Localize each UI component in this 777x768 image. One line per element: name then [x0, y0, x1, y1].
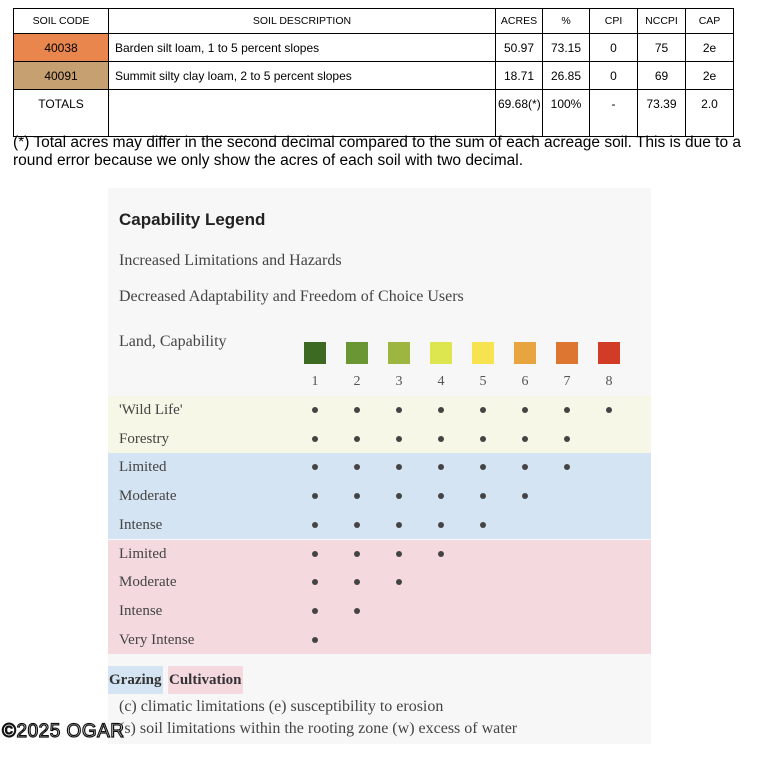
capability-dot: [522, 464, 528, 470]
capability-class-number: 8: [605, 374, 613, 389]
capability-class-number: 5: [479, 374, 487, 389]
soil-description-cell: Barden silt loam, 1 to 5 percent slopes: [109, 34, 496, 62]
capability-dot: [312, 551, 318, 557]
capability-dot: [354, 551, 360, 557]
header-soil-code: SOIL CODE: [14, 9, 109, 34]
totals-cap: 2.0: [686, 90, 734, 137]
capability-dot: [354, 464, 360, 470]
capability-dot: [312, 637, 318, 643]
header-soil-description: SOIL DESCRIPTION: [109, 9, 496, 34]
capability-dot: [312, 407, 318, 413]
capability-dot: [438, 493, 444, 499]
capability-dot: [438, 522, 444, 528]
legend-row-cultivation: [108, 626, 651, 655]
cultivation-tag: Cultivation: [168, 666, 243, 694]
capability-dot: [354, 608, 360, 614]
capability-class-number: 7: [563, 374, 571, 389]
legend-row-grazing: [108, 482, 651, 511]
legend-row-label: Moderate: [119, 574, 177, 591]
capability-class-number: 2: [353, 374, 361, 389]
capability-class-number: 4: [437, 374, 445, 389]
capability-dot: [438, 436, 444, 442]
legend-row-grazing: [108, 511, 651, 540]
capability-swatch-7: [556, 342, 578, 364]
legend-limitations-text: Increased Limitations and Hazards: [119, 252, 342, 269]
capability-swatch-5: [472, 342, 494, 364]
capability-dot: [354, 493, 360, 499]
capability-dot: [312, 522, 318, 528]
soil-table: [13, 8, 734, 137]
soil-table-header: [14, 9, 734, 34]
cpi-cell: 0: [590, 62, 638, 90]
legend-row-label: Intense: [119, 602, 163, 619]
header-nccpi: NCCPI: [638, 9, 686, 34]
legend-row-cultivation: [108, 568, 651, 597]
capability-dot: [480, 407, 486, 413]
legend-adaptability-text: Decreased Adaptability and Freedom of Choice Users: [119, 288, 464, 305]
capability-dot: [438, 551, 444, 557]
acres-cell: 18.71: [496, 62, 543, 90]
capability-legend: [108, 188, 651, 744]
capability-dot: [480, 493, 486, 499]
table-row: [14, 34, 734, 62]
capability-dot: [396, 464, 402, 470]
capability-dot: [312, 608, 318, 614]
capability-dot: [312, 493, 318, 499]
capability-dot: [354, 522, 360, 528]
legend-row-label: Limited: [119, 545, 167, 562]
capability-dot: [522, 493, 528, 499]
cap-cell: 2e: [686, 34, 734, 62]
capability-dot: [396, 551, 402, 557]
capability-dot: [522, 436, 528, 442]
capability-dot: [438, 407, 444, 413]
legend-footnote-climatic: (c) climatic limitations (e) susceptibility to erosion: [119, 698, 444, 715]
capability-dot: [354, 579, 360, 585]
table-row: [14, 62, 734, 90]
acres-cell: 50.97: [496, 34, 543, 62]
totals-description: [109, 90, 496, 137]
capability-dot: [312, 436, 318, 442]
capability-dot: [564, 464, 570, 470]
totals-label: TOTALS: [14, 90, 109, 137]
capability-dot: [396, 579, 402, 585]
cpi-cell: 0: [590, 34, 638, 62]
legend-title: Capability Legend: [119, 210, 266, 229]
header-cpi: CPI: [590, 9, 638, 34]
legend-row-label: 'Wild Life': [119, 402, 183, 418]
capability-dot: [606, 407, 612, 413]
capability-dot: [396, 436, 402, 442]
nccpi-cell: 75: [638, 34, 686, 62]
capability-swatch-4: [430, 342, 452, 364]
nccpi-cell: 69: [638, 62, 686, 90]
grazing-tag: Grazing: [108, 666, 163, 694]
capability-dot: [396, 493, 402, 499]
watermark: ©2025 OGAR: [2, 721, 125, 742]
capability-dot: [480, 464, 486, 470]
capability-dot: [312, 579, 318, 585]
capability-dot: [396, 407, 402, 413]
capability-dot: [354, 436, 360, 442]
rounding-note: (*) Total acres may differ in the second decimal compared to the sum of each acreage soil. This is due to a round error because we only show the acres of each soil with two decimal.: [13, 134, 742, 169]
header-percent: %: [543, 9, 590, 34]
legend-row-label: Limited: [119, 459, 167, 476]
legend-row-label: Intense: [119, 516, 163, 533]
legend-row-label: Very Intense: [119, 631, 195, 648]
soil-code-cell: 40038: [14, 34, 109, 62]
soil-description-cell: Summit silty clay loam, 2 to 5 percent slopes: [109, 62, 496, 90]
header-cap: CAP: [686, 9, 734, 34]
capability-dot: [354, 407, 360, 413]
capability-dot: [438, 464, 444, 470]
capability-dot: [396, 522, 402, 528]
legend-row-label: Forestry: [119, 430, 169, 447]
capability-dot: [564, 407, 570, 413]
legend-row-wildlife: [108, 425, 651, 454]
capability-dot: [312, 464, 318, 470]
capability-dot: [480, 522, 486, 528]
legend-row-cultivation: [108, 540, 651, 569]
land-capability-label: Land, Capability: [119, 333, 227, 350]
header-acres: ACRES: [496, 9, 543, 34]
capability-swatch-3: [388, 342, 410, 364]
capability-swatch-8: [598, 342, 620, 364]
totals-percent: 100%: [543, 90, 590, 137]
capability-dot: [564, 436, 570, 442]
totals-nccpi: 73.39: [638, 90, 686, 137]
capability-class-number: 3: [395, 374, 403, 389]
cap-cell: 2e: [686, 62, 734, 90]
soil-code-cell: 40091: [14, 62, 109, 90]
capability-swatch-6: [514, 342, 536, 364]
capability-swatch-1: [304, 342, 326, 364]
totals-acres: 69.68(*): [496, 90, 543, 137]
legend-footnote-soil: (s) soil limitations within the rooting zone (w) excess of water: [119, 720, 518, 737]
percent-cell: 73.15: [543, 34, 590, 62]
capability-class-number: 1: [311, 374, 319, 389]
percent-cell: 26.85: [543, 62, 590, 90]
legend-row-cultivation: [108, 597, 651, 626]
legend-row-wildlife: [108, 396, 651, 425]
legend-row-grazing: [108, 453, 651, 482]
totals-cpi: -: [590, 90, 638, 137]
capability-dot: [522, 407, 528, 413]
totals-row: [14, 90, 734, 137]
capability-dot: [480, 436, 486, 442]
capability-swatch-2: [346, 342, 368, 364]
capability-class-number: 6: [521, 374, 529, 389]
legend-row-label: Moderate: [119, 488, 177, 505]
